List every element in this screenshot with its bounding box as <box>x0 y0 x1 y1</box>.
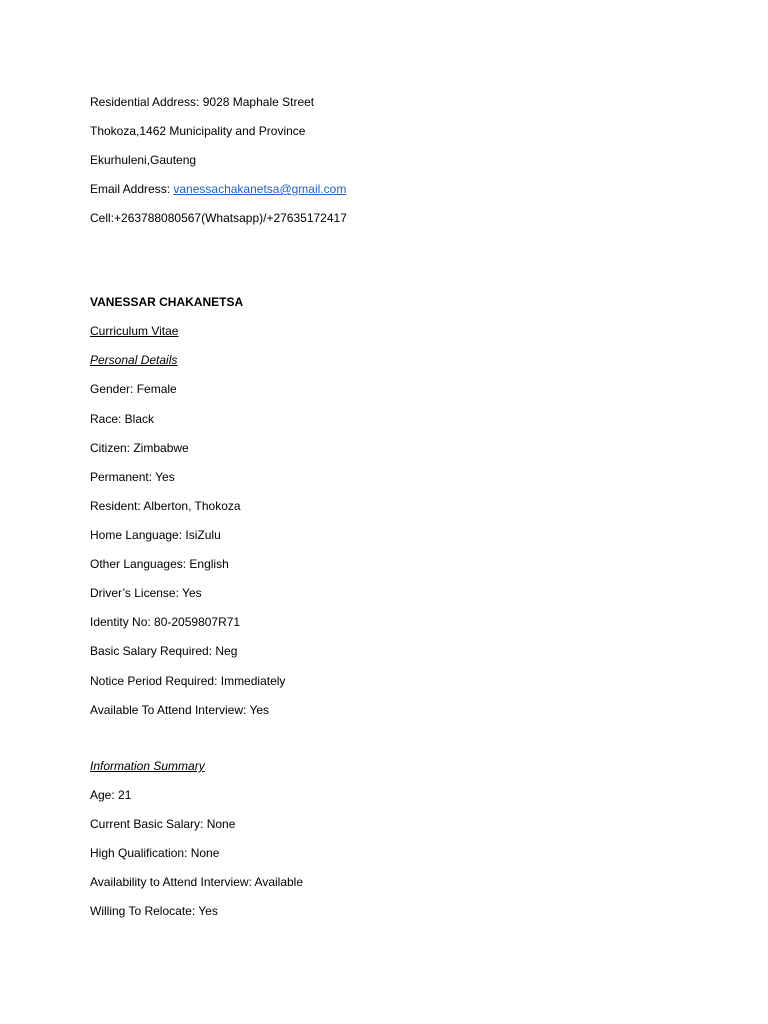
summary-interview-availability: Availability to Attend Interview: Available <box>90 875 304 889</box>
personal-detail-race: Race: Black <box>90 412 155 426</box>
candidate-name: VANESSAR CHAKANETSA <box>90 295 244 309</box>
cell-line: Cell:+263788080567(Whatsapp)/+27635172417 <box>90 211 347 225</box>
summary-current-salary: Current Basic Salary: None <box>90 817 236 831</box>
personal-detail-interview: Available To Attend Interview: Yes <box>90 703 270 717</box>
summary-age: Age: 21 <box>90 788 132 802</box>
information-summary-heading: Information Summary <box>90 759 205 773</box>
personal-detail-identity-no: Identity No: 80-2059807R71 <box>90 615 241 629</box>
personal-detail-permanent: Permanent: Yes <box>90 470 175 484</box>
email-link[interactable]: vanessachakanetsa@gmail.com <box>173 182 347 196</box>
summary-relocate: Willing To Relocate: Yes <box>90 904 218 918</box>
summary-qualification: High Qualification: None <box>90 846 220 860</box>
personal-detail-drivers-license: Driver’s License: Yes <box>90 586 202 600</box>
email-line <box>90 181 346 197</box>
address-line-2: Thokoza,1462 Municipality and Province <box>90 124 306 138</box>
personal-detail-citizen: Citizen: Zimbabwe <box>90 441 189 455</box>
personal-detail-salary: Basic Salary Required: Neg <box>90 644 238 658</box>
address-line-3: Ekurhuleni,Gauteng <box>90 153 197 167</box>
cv-title: Curriculum Vitae <box>90 324 179 338</box>
email-label: Email Address: <box>90 182 174 196</box>
personal-detail-gender: Gender: Female <box>90 382 177 396</box>
personal-detail-other-languages: Other Languages: English <box>90 557 229 571</box>
personal-detail-notice-period: Notice Period Required: Immediately <box>90 674 286 688</box>
personal-detail-home-language: Home Language: IsiZulu <box>90 528 221 542</box>
personal-detail-resident: Resident: Alberton, Thokoza <box>90 499 241 513</box>
personal-details-heading: Personal Details <box>90 353 178 367</box>
address-line-1: Residential Address: 9028 Maphale Street <box>90 95 315 109</box>
